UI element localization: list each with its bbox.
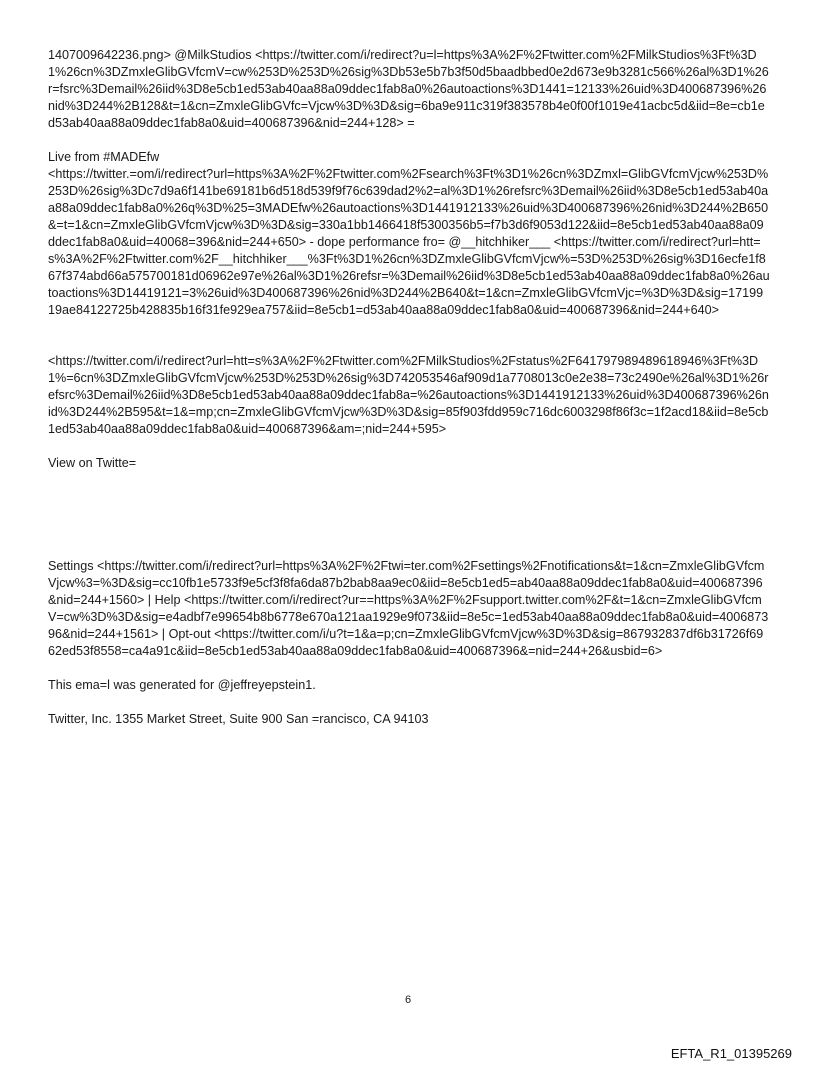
- page-number: 6: [404, 994, 412, 1006]
- live-links-block: <https://twitter.=om/i/redirect?url=https%3A%2F%2Ftwitter.com%2Fsearch%3Ft%3D1%26cn%3DZmxl=GlibGVfcmVjcw%253D%253D%26sig%3Dc7d9a6f141be69181b6d518d539f9f76c639dad2%2=al%3D1%26refsrc%3Demail%26iid%3D8e5cb1ed53ab40aa88a09ddec1fab8a0%26q%3D%25=3MADEfw%26autoactions%3D1441912133%26uid%3D400687396%26nid%3D244%2B650&=t=1&cn=ZmxleGlibGVfcmVjcw%3D%3D&sig=330a1bb1466418f5300356b5=f7b3d6f9053d122&iid=8e5cb1ed53ab40aa88a09ddec1fab8a0&uid=40068=396&nid=244+650> - dope performance fro= @__hitchhiker___ <https://twitter.com/i/redirect?url=htt=s%3A%2F%2Ftwitter.com%2F__hitchhiker___%3Ft%3D1%26cn%3DZmxleGlibGVfcmVjcw%=53D%253D%26sig%3D16ecfe1f867f374abd66a575700181d06962e97e%26al%3D1%26refsr=%3Demail%26iid%3D8e5cb1ed53ab40aa88a09ddec1fab8a0%26autoactions%3D14419121=3%26uid%3D400687396%26nid%3D244%2B640&t=1&cn=ZmxleGlibGVfcmVjc=%3D%3D&sig=1719919ae84122725b428835b16f31fe929ea757&iid=8e5cb1=d53ab40aa88a09ddec1fab8a0&uid=400687396&nid=244+640>: [48, 167, 770, 317]
- company-address: Twitter, Inc. 1355 Market Street, Suite 900 San =rancisco, CA 94103: [48, 712, 429, 726]
- status-link-block: <https://twitter.com/i/redirect?url=htt=s%3A%2F%2Ftwitter.com%2FMilkStudios%2Fstatus%2F641797989489618946%3Ft%3D1%=6cn%3DZmxleGlibGVfcmVjcw%253D%253D%26sig%3D742053546af909d1a7708013c0e2e38=73c2490e%26al%3D1%26refsrc%3Demail%26iid%3D8e5cb1ed53ab40aa88a09ddec1fab8a=%26autoactions%3D1441912133%26uid%3D400687396%26nid%3D244%2B595&t=1&=mp;cn=ZmxleGlibGVfcmVjcw%3D%3D&sig=85f903fdd959c716dc6003298f86f3c=1f2acd18&iid=8e5cb1ed53ab40aa88a09ddec1fab8a0&uid=400687396&am=;nid=244+595>: [48, 354, 769, 436]
- generated-for-line: This ema=l was generated for @jeffreyepstein1.: [48, 678, 316, 692]
- view-on-twitter: View on Twitte=: [48, 456, 137, 470]
- bates-number: EFTA_R1_01395269: [670, 1046, 792, 1061]
- milkstudios-link-block: 1407009642236.png> @MilkStudios <https://twitter.com/i/redirect?u=l=https%3A%2F%2Ftwitter.com%2FMilkStudios%3Ft%3D1%26cn%3DZmxleGlibGVfcmV=cw%253D%253D%26sig%3Db53e5b7b3f50d5baadbbed0e2d673e9b3281c566%26al%3D1%26r=fsrc%3Demail%26iid%3D8e5cb1ed53ab40aa88a09ddec1fab8a0%26autoactions%3D1441=12133%26uid%3D400687396%26nid%3D244%2B128&t=1&cn=ZmxleGlibGVfc=Vjcw%3D%3D&sig=6ba9e911c319f383578b4e0f00f1019e41acbc5d&iid=8e=cb1ed53ab40aa88a09ddec1fab8a0&uid=400687396&nid=244+128> =: [48, 48, 769, 130]
- email-body: [48, 47, 770, 728]
- settings-links-block: Settings <https://twitter.com/i/redirect?url=https%3A%2F%2Ftwi=ter.com%2Fsettings%2Fnotifications&t=1&cn=ZmxleGlibGVfcmVjcw%3=%3D&sig=cc10fb1e5733f9e5cf3f8fa6da87b2bab8aa9ec0&iid=8e5cb1ed5=ab40aa88a09ddec1fab8a0&uid=400687396&nid=244+1560> | Help <https://twitter.com/i/redirect?ur==https%3A%2F%2Fsupport.twitter.com%2F&t=1&cn=ZmxleGlibGVfcmV=cw%3D%3D&sig=e4adbf7e99654b8b6778e670a121aa1929e9f073&iid=8e5c=1ed53ab40aa88a09ddec1fab8a0&uid=400687396&nid=244+1561> | Opt-out <https://twitter.com/i/u?t=1&a=p;cn=ZmxleGlibGVfcmVjcw%3D%3D&sig=867932837df6b31726f6962ed53f8558=ca4a91c&iid=8e5cb1ed53ab40aa88a09ddec1fab8a0&uid=400687396&=nid=244+26&usbid=6>: [48, 559, 769, 658]
- live-title: Live from #MADEfw: [48, 150, 160, 164]
